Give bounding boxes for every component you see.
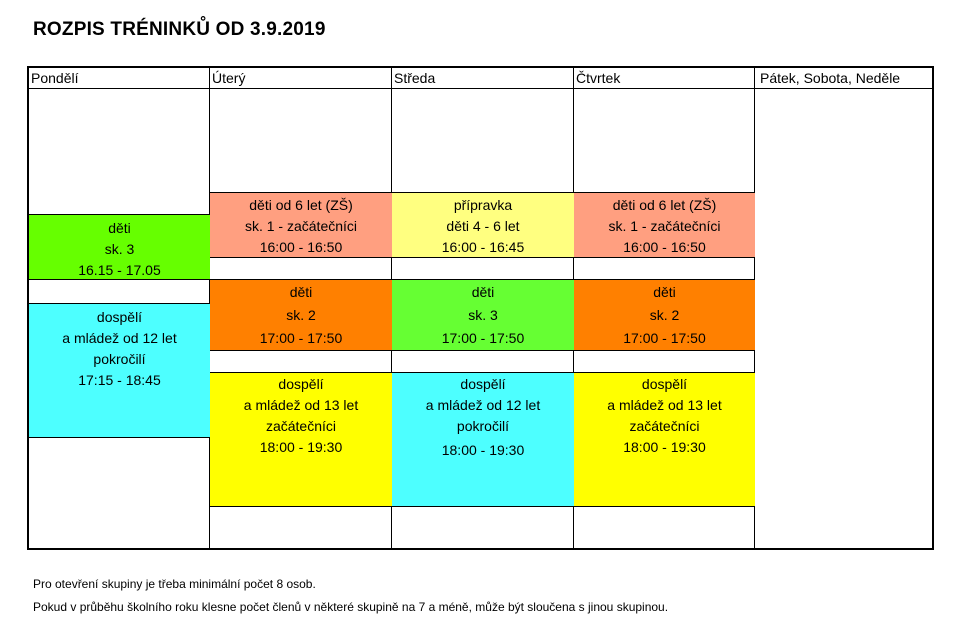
wednesday-adults-advanced: dospělí a mládež od 12 let pokročilí 18:00 - 19:30 xyxy=(392,372,574,507)
note-merge-groups: Pokud v průběhu školního roku klesne počet členů v některé skupině na 7 a méně, může být sloučena s jinou skupinou. xyxy=(33,600,669,614)
monday-adults-advanced: dospělí a mládež od 12 let pokročilí 17:15 - 18:45 xyxy=(29,303,210,438)
wednesday-kids-group3: děti sk. 3 17:00 - 17:50 xyxy=(392,279,574,351)
thursday-kids-group2: děti sk. 2 17:00 - 17:50 xyxy=(574,279,755,351)
tuesday-adults-beginners: dospělí a mládež od 13 let začátečníci 18:00 - 19:30 xyxy=(210,372,392,507)
note-minimum-group: Pro otevření skupiny je třeba minimální počet 8 osob. xyxy=(33,577,316,591)
tuesday-kids-group2: děti sk. 2 17:00 - 17:50 xyxy=(210,279,392,351)
thursday-adults-beginners: dospělí a mládež od 13 let začátečníci 18:00 - 19:30 xyxy=(574,372,755,507)
schedule-table xyxy=(27,66,934,550)
header-wednesday: Středa xyxy=(394,70,436,86)
header-monday: Pondělí xyxy=(31,70,79,86)
header-weekend: Pátek, Sobota, Neděle xyxy=(760,70,901,86)
tuesday-kids6-beginners: děti od 6 let (ZŠ) sk. 1 - začátečníci 16:00 - 16:50 xyxy=(210,192,392,258)
page-title: ROZPIS TRÉNINKŮ OD 3.9.2019 xyxy=(33,19,326,40)
thursday-kids6-beginners: děti od 6 let (ZŠ) sk. 1 - začátečníci 16:00 - 16:50 xyxy=(574,192,755,258)
wednesday-preschool: přípravka děti 4 - 6 let 16:00 - 16:45 xyxy=(392,192,574,258)
header-thursday: Čtvrtek xyxy=(576,70,621,86)
monday-kids-group3: děti sk. 3 16.15 - 17.05 xyxy=(29,214,210,280)
header-divider xyxy=(29,88,932,89)
header-tuesday: Úterý xyxy=(212,70,246,86)
